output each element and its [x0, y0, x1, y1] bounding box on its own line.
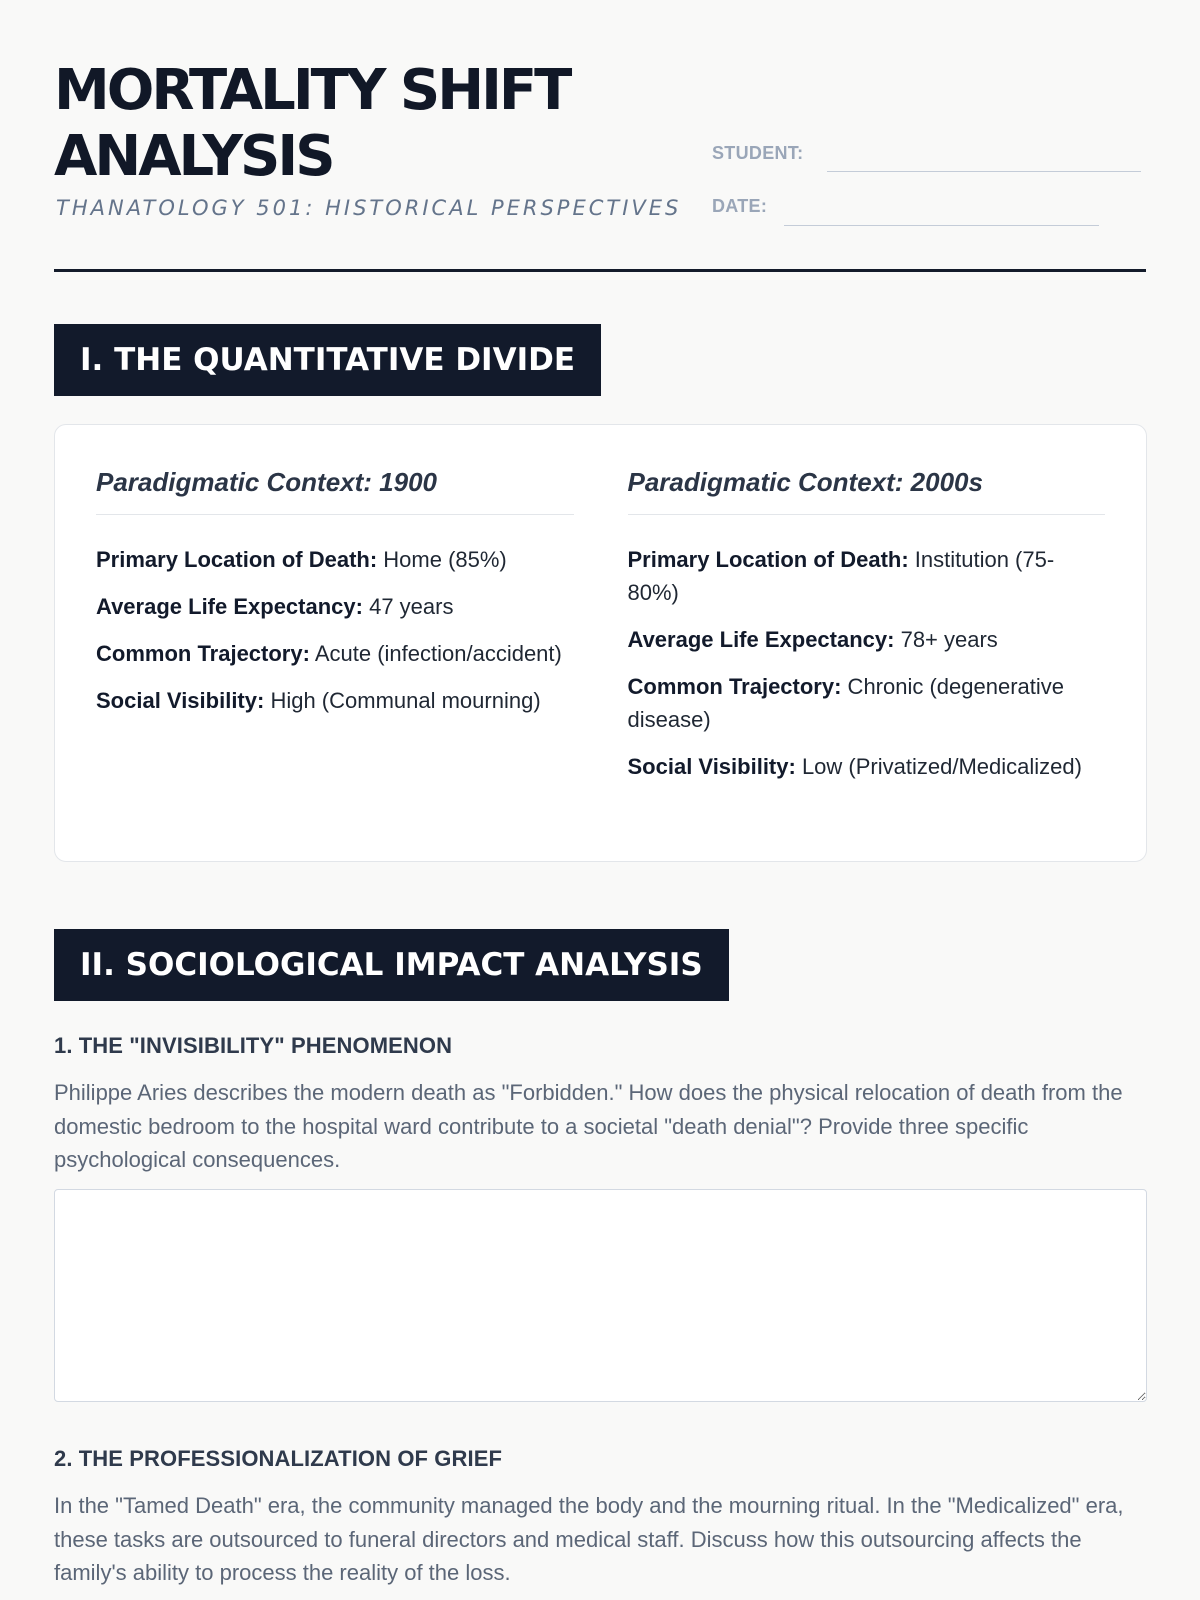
fact-label: Common Trajectory:: [627, 674, 842, 699]
fact-value: 47 years: [362, 594, 454, 619]
title-line-2: ANALYSIS: [54, 124, 333, 189]
fact-item: [96, 590, 574, 623]
context-column-2000s: [628, 467, 1106, 861]
fact-label: Primary Location of Death:: [96, 547, 378, 572]
column-title: Paradigmatic Context: 1900: [96, 467, 574, 515]
fact-item: [628, 623, 1106, 656]
fact-item: [628, 670, 1106, 736]
question-2-title: 2. THE PROFESSIONALIZATION OF GRIEF: [54, 1446, 503, 1471]
student-label: STUDENT:: [712, 143, 804, 163]
fact-value: High (Communal mourning): [264, 688, 541, 713]
fact-label: Primary Location of Death:: [627, 547, 909, 572]
question-1-title: 1. THE "INVISIBILITY" PHENOMENON: [54, 1033, 453, 1058]
fact-item: [96, 684, 574, 717]
date-label: DATE:: [712, 196, 768, 216]
question-2-prompt: In the "Tamed Death" era, the community managed the body and the mourning ritual. In the "Medicalized" era, these tasks are outsourced to funeral directors and medical staff. Discuss how this outsourcing affects the family's ability to process the reality of the loss.: [54, 1493, 1124, 1585]
fact-label: Common Trajectory:: [96, 641, 310, 666]
fact-value: Home (85%): [377, 547, 507, 572]
fact-label: Average Life Expectancy:: [627, 627, 895, 652]
fact-value: 78+ years: [894, 627, 998, 652]
fact-item: [628, 750, 1106, 783]
fact-item: [96, 637, 574, 670]
fact-item: [96, 543, 574, 576]
question-1-answer-box[interactable]: [54, 1189, 1147, 1402]
title-line-1: MORTALITY SHIFT: [54, 58, 570, 123]
fact-item: [628, 543, 1106, 609]
column-title: Paradigmatic Context: 2000s: [628, 467, 1106, 515]
fact-value: Chronic (degenerative disease): [627, 674, 1065, 732]
section-1-heading: I. THE QUANTITATIVE DIVIDE: [54, 324, 601, 396]
context-column-1900: [96, 467, 574, 861]
question-1-prompt: Philippe Aries describes the modern death as "Forbidden." How does the physical relocation of death from the domestic bedroom to the hospital ward contribute to a societal "death denial"? Provide three specific psychological consequences.: [54, 1080, 1123, 1172]
fact-label: Social Visibility:: [627, 754, 796, 779]
fact-value: Acute (infection/accident): [309, 641, 562, 666]
course-subtitle: THANATOLOGY 501: HISTORICAL PERSPECTIVES: [56, 196, 682, 220]
fact-value: Institution (75-80%): [627, 547, 1055, 605]
fact-label: Average Life Expectancy:: [96, 594, 363, 619]
fact-value: Low (Privatized/Medicalized): [795, 754, 1082, 779]
student-name-field[interactable]: [827, 146, 1141, 172]
worksheet-header: [54, 0, 1146, 272]
date-field[interactable]: [784, 200, 1099, 226]
comparison-card: [54, 424, 1147, 862]
fact-label: Social Visibility:: [96, 688, 265, 713]
section-2-heading: II. SOCIOLOGICAL IMPACT ANALYSIS: [54, 929, 729, 1001]
page-title: [54, 58, 694, 190]
